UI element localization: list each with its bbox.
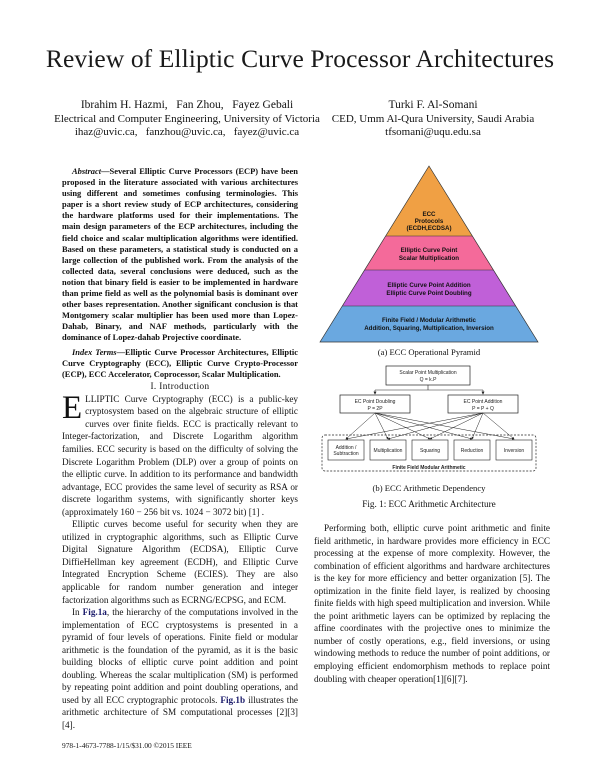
field-op-label: Inversion bbox=[503, 448, 525, 454]
figure-ref-1a[interactable]: Fig.1a bbox=[82, 607, 107, 618]
pyramid-l1-line2: Protocols bbox=[414, 218, 444, 225]
pyramid-l4-line1: Finite Field / Modular Arithmetic bbox=[382, 317, 476, 324]
pyramid-level-4 bbox=[318, 306, 540, 342]
abstract bbox=[62, 166, 298, 344]
field-op-label: Reduction bbox=[460, 448, 484, 454]
author-affiliation: Electrical and Computer Engineering, University of Victoria bbox=[54, 112, 320, 125]
point-doubling-line2: P = 2P bbox=[367, 406, 383, 412]
subcaption-a: (a) ECC Operational Pyramid bbox=[377, 347, 481, 357]
pyramid-l3-line1: Elliptic Curve Point Addition bbox=[387, 282, 471, 289]
intro-paragraph-1-text: LLIPTIC Curve Cryptography (ECC) is a public-key cryptosystem based on the algebraic structure of elliptic curves over finite fields. ECC is practically relevant to Integer-factorization, and Discrete Logarithm algorithm families. ECC security is based on the difficulty of solving the Discrete Logarithm Problem (DLP) over a group of points on the elliptic curve. In addition to its performance and bandwidth advantage, ECC provides the same level of security as RSA or discrete logarithm systems, with significantly shorter keys (approximately 160 − 256 bit vs. 1024 − 3072 bit) [1] . bbox=[62, 393, 298, 517]
left-column bbox=[62, 166, 298, 732]
author-names: Ibrahim H. Hazmi, Fan Zhou, Fayez Gebali bbox=[80, 99, 294, 111]
point-addition-line1: EC Point Addition bbox=[463, 399, 503, 405]
right-column bbox=[314, 522, 550, 685]
author-emails: ihaz@uvic.ca, fanzhou@uvic.ca, fayez@uvic.ca bbox=[74, 126, 300, 138]
pyramid-l1-line3: (ECDH,ECDSA) bbox=[406, 225, 452, 232]
para3-pre: In bbox=[72, 607, 83, 618]
pyramid-l2-line1: Elliptic Curve Point bbox=[400, 247, 458, 254]
right-paragraph: Performing both, elliptic curve point arithmetic and finite field arithmetic, in hardware provides more efficiency in ECC processing at the expense of more complexity. However, the combination of efficient algorithms and hardware architectures is the key for more efficiency and better organization [5]. The optimization in the finite field layer, is realized by choosing finite fields with high speed multiplication and inversion. While the point arithmetic layers can be optimized by replacing the affine coordinates with the projective ones to minimize the number of costly operations, e.g., field inversions, or using windowing methods to reduce the number of point additions, or employing efficient endomorphism methods to replace point doubling with cheaper operation[1][6][7]. bbox=[314, 523, 550, 684]
scalar-mult-line2: Q = k.P bbox=[419, 377, 437, 383]
index-terms bbox=[62, 347, 298, 380]
field-op-label: Subtraction bbox=[333, 451, 359, 457]
pyramid-l1-line1: ECC bbox=[422, 211, 436, 218]
para3-mid: , the hierarchy of the computations involved in the implementation of ECC cryptosystems is presented in a pyramid of four levels of operations. Finite field or modular arithmetic is the foundation of the pyramid, as it is the basic building blocks of elliptic curve point addition and point doubling. Whereas the scalar multiplication (SM) is performed by repeating point addition and point doubling operations, and used by all ECC cryptographic protocols. bbox=[62, 607, 298, 705]
intro-paragraph-1 bbox=[62, 389, 298, 518]
section-heading: I. Introduction bbox=[150, 380, 210, 391]
point-doubling-line1: EC Point Doubling bbox=[354, 399, 396, 405]
field-op-label: Addition / bbox=[335, 445, 357, 451]
pyramid-l3-line2: Elliptic Curve Point Doubling bbox=[386, 290, 472, 297]
field-arith-label: Finite Field Modular Arithmetic bbox=[392, 465, 466, 471]
subcaption-b: (b) ECC Arithmetic Dependency bbox=[372, 483, 486, 493]
intro-paragraph-2: Elliptic curves become useful for security when they are utilized in cryptographic algorithms, such as Elliptic Curve Digital Signature Algorithm (ECDSA), Elliptic Curve DiffieHellman key agreement (ECDH), and Elliptic Curve Integrated Encryption Scheme (ECIES). They are also applicable for random number generation and integer factorization algorithms such as ECRNG/ECPSG, and ECM. bbox=[62, 519, 298, 605]
field-op-label: Multiplication bbox=[373, 448, 403, 454]
copyright-footer: 978-1-4673-7788-1/15/$31.00 ©2015 IEEE bbox=[62, 741, 192, 750]
abstract-label: Abstract bbox=[72, 166, 102, 176]
index-terms-label: Index Terms bbox=[72, 346, 117, 357]
author-emails: tfsomani@uqu.edu.sa bbox=[385, 126, 481, 138]
abstract-text: —Several Elliptic Curve Processors (ECP) have been proposed in the literature associated with various architectures using different and sometimes confusing terminologies. This paper is a short review study of ECP architectures, considering the hardware platforms used for their implementations. The main design parameters of the ECP architectures, including the field choice and scalar multiplication algorithms were identified. Based on these parameters, a statistical study is conducted on a large collection of the published work. From the analysis of the collected data, several conclusions were deduced, such as the notion that binary field is easier to be implemented in hardware than prime field as well as the polynomial basis is dominant over other bases representation. Another significant conclusion is that Montgomery scalar multiplier has been used more than Lopez-Dahab, Binary, and NAF methods, particularly with the dominance of Lopez-dahab Projective coordinate. bbox=[62, 166, 298, 343]
drop-cap: E bbox=[62, 389, 83, 426]
index-terms-text: —Elliptic Curve Processor Architectures, Elliptic Curve Cryptography (ECC), Elliptic Curve Crypto-Processor (ECP), ECC Accelerator, Coprocessor, Scalar Multiplication. bbox=[62, 346, 298, 379]
figure-ref-1b[interactable]: Fig.1b bbox=[220, 694, 246, 705]
intro-paragraph-3 bbox=[62, 606, 298, 731]
figure-caption: Fig. 1: ECC Arithmetic Architecture bbox=[362, 499, 496, 509]
author-block-right bbox=[318, 99, 548, 140]
scalar-mult-line1: Scalar Point Multiplication bbox=[399, 370, 457, 376]
paper-title: Review of Elliptic Curve Processor Architectures bbox=[45, 44, 555, 73]
author-names: Turki F. Al-Somani bbox=[388, 99, 478, 111]
pyramid-l2-line2: Scalar Multiplication bbox=[398, 255, 460, 262]
pyramid-l4-line2: Addition, Squaring, Multiplication, Inversion bbox=[364, 325, 494, 332]
point-addition-line2: P = P + Q bbox=[472, 406, 494, 412]
ecc-dependency-figure bbox=[318, 362, 540, 480]
author-affiliation: CED, Umm Al-Qura University, Saudi Arabia bbox=[331, 112, 535, 125]
ecc-pyramid-figure bbox=[318, 164, 540, 364]
bottom-boxes bbox=[328, 440, 532, 460]
author-block-left bbox=[52, 99, 322, 140]
field-op-label: Squaring bbox=[419, 448, 441, 454]
para3-post: illustrates the arithmetic architecture of SM computational processes [2][3][4]. bbox=[62, 694, 298, 730]
